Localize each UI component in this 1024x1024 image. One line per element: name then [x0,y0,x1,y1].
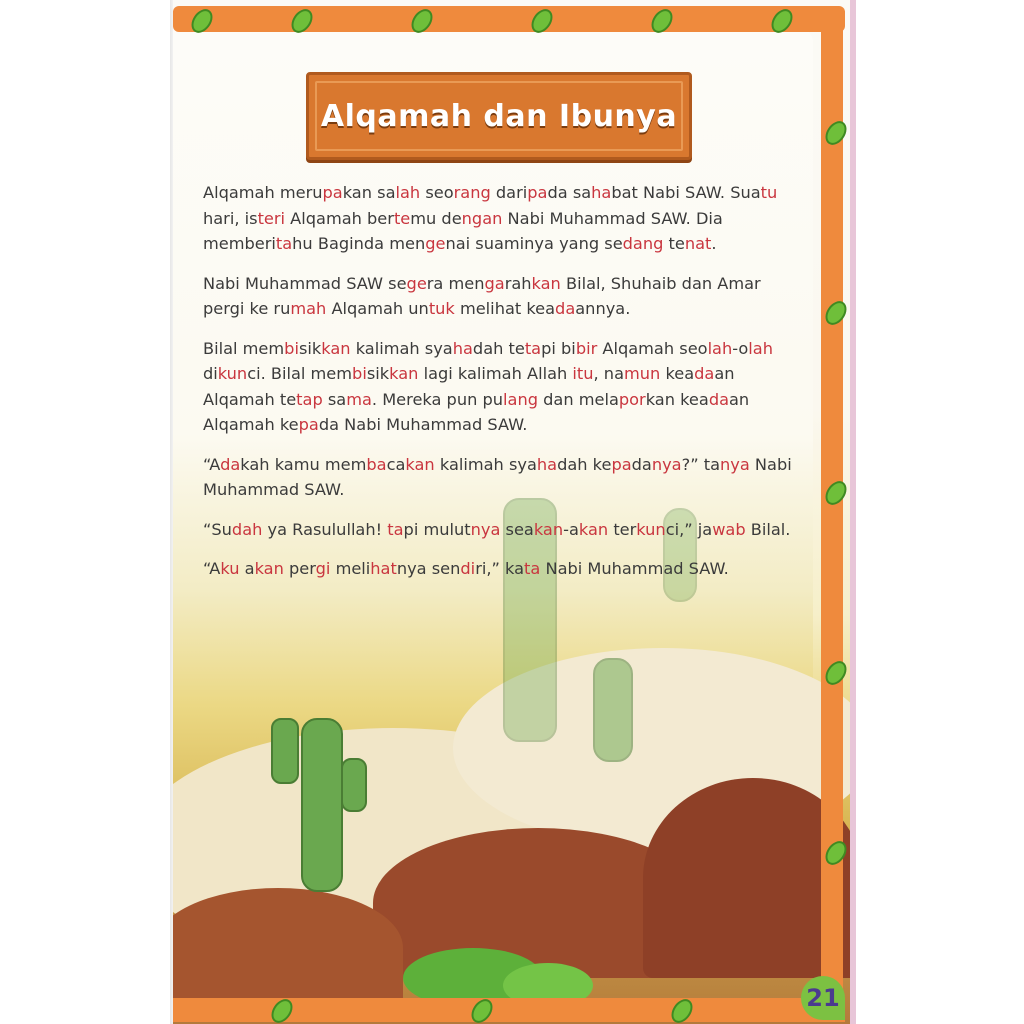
text-segment: -o [732,338,749,358]
text-segment: Alqamah ber [285,208,394,228]
page-title: Alqamah dan Ibunya [320,98,678,134]
text-segment: an [575,299,596,318]
text-segment: meli [330,559,371,578]
highlighted-syllable: bi [352,364,367,383]
story-paragraph [203,271,803,322]
highlighted-syllable: di [460,559,476,578]
highlighted-syllable: da [694,364,715,383]
text-segment: “A [203,559,221,578]
text-segment: lagi kalimah Allah [418,364,573,383]
highlighted-syllable: pa [322,183,343,202]
text-segment: sen [426,559,461,578]
highlighted-syllable: kan [405,454,435,474]
text-segment: hu Baginda men [292,234,426,253]
highlighted-syllable: da [220,454,241,474]
highlighted-syllable: tap [296,389,323,409]
highlighted-syllable: tu [760,183,778,202]
highlighted-syllable: ha [536,454,558,474]
text-segment: nai suami [445,234,525,253]
highlighted-syllable: nya [470,519,501,539]
text-segment: ra men [426,273,485,293]
text-segment: pi bi [541,338,576,358]
text-segment: Bilal. [745,519,791,539]
red-rock-left [173,888,403,1008]
highlighted-syllable: lah [395,183,421,202]
text-segment: mu de [410,208,462,228]
story-paragraph [203,180,803,257]
cactus-arm [271,718,299,784]
highlighted-syllable: ta [275,234,293,253]
text-segment: ci. Bilal mem [247,364,353,383]
highlighted-syllable: kun [217,364,248,383]
text-segment: di [203,364,218,383]
text-segment: sa [322,389,347,409]
text-segment: an Alqamah ke [203,389,750,434]
storybook-page [173,0,853,1024]
text-segment: Nabi Muhammad SAW. [540,559,729,578]
text-segment: dah te [472,338,525,358]
highlighted-syllable: kan [533,519,564,539]
text-segment: ca [386,454,406,474]
text-segment: Bilal, Shuhaib dan Amar pergi ke ru [203,273,761,318]
highlighted-syllable: mah [290,299,327,318]
text-segment: rah [504,273,532,293]
text-segment: Nabi Muhammad SAW se [203,273,407,293]
highlighted-syllable: kan [321,338,351,358]
text-segment: sea [500,519,534,539]
highlighted-syllable: dah [231,519,263,539]
text-segment: da [547,183,568,202]
highlighted-syllable: dang [622,234,664,253]
highlighted-syllable: kan [389,364,419,383]
highlighted-syllable: ba [366,454,387,474]
text-segment: ya Rasulullah! [262,519,388,539]
text-segment: sik [366,364,390,383]
text-segment: kah kamu mem [240,454,367,474]
text-segment: nya [396,559,427,578]
highlighted-syllable: lang [503,389,538,409]
title-signboard [306,72,692,160]
text-segment: da Nabi Muhammad SAW. [318,415,528,434]
highlighted-syllable: kan [578,519,609,539]
highlighted-syllable: nya [720,454,750,474]
page-number: 21 [801,976,845,1020]
highlighted-syllable: pa [611,454,632,474]
text-segment: kan kea [645,389,709,409]
text-segment: dan mela [537,389,619,409]
highlighted-syllable: tuk [428,299,455,318]
highlighted-syllable: da [555,299,576,318]
page-edge [850,0,856,1024]
cactus-faded [593,658,633,762]
highlighted-syllable: pa [298,415,319,434]
highlighted-syllable: kun [636,519,666,539]
story-paragraph [203,517,803,543]
highlighted-syllable: da [708,389,730,409]
text-segment: Alqamah un [326,299,429,318]
story-paragraph [203,336,803,438]
text-segment: ?” ta [681,454,720,474]
highlighted-syllable: lah [748,338,773,358]
text-segment: Alqamah seo [597,338,708,358]
text-segment: hat kea [494,299,556,318]
text-segment: ci,” ja [665,519,713,539]
highlighted-syllable: ha [591,183,612,202]
highlighted-syllable: mun [624,364,661,383]
highlighted-syllable: por [618,389,646,409]
text-segment: Alqamah meru [203,183,323,202]
text-segment: “Su [203,519,232,539]
text-segment: da [631,454,652,474]
text-segment: sik [298,338,322,358]
highlighted-syllable: bir [575,338,598,358]
text-segment: ri,” ka [475,559,525,578]
text-segment: nya yang se [524,234,623,253]
highlighted-syllable: wab [712,519,746,539]
text-segment: Bilal mem [203,338,285,358]
highlighted-syllable: kan [254,559,284,578]
highlighted-syllable: nya [651,454,682,474]
highlighted-syllable: ge [425,234,446,253]
highlighted-syllable: ta [524,338,542,358]
text-segment: -a [563,519,579,539]
text-segment: Nabi Muhammad SAW. [203,454,792,499]
text-segment: “A [203,454,221,474]
highlighted-syllable: ku [220,559,240,578]
highlighted-syllable: pa [527,183,548,202]
highlighted-syllable: hat [370,559,397,578]
highlighted-syllable: itu [572,364,594,383]
highlighted-syllable: kan [531,273,561,293]
text-segment: sa [567,183,592,202]
text-segment: per [283,559,316,578]
highlighted-syllable: ha [452,338,473,358]
text-segment: kalimah sya [350,338,453,358]
text-segment: seo [420,183,454,202]
text-segment: ter [608,519,637,539]
highlighted-syllable: gi [315,559,331,578]
highlighted-syllable: nat [684,234,712,253]
text-segment: te [663,234,685,253]
text-segment: dari [490,183,528,202]
highlighted-syllable: rang [453,183,491,202]
highlighted-syllable: teri [257,208,286,228]
text-segment: dah ke [557,454,612,474]
highlighted-syllable: bi [284,338,299,358]
text-segment: Nabi Muhammad SAW. Dia memberi [203,208,723,253]
text-segment: a [239,559,255,578]
highlighted-syllable: ma [346,389,372,409]
highlighted-syllable: ta [524,559,541,578]
text-segment: bat Nabi SAW. Sua [611,183,761,202]
text-segment: hari, is [203,208,258,228]
story-text [203,180,803,596]
highlighted-syllable: ge [406,273,427,293]
highlighted-syllable: ngan [461,208,503,228]
vine-frame-top [173,6,845,32]
text-segment: meli [454,299,495,318]
highlighted-syllable: te [393,208,411,228]
highlighted-syllable: ga [484,273,505,293]
highlighted-syllable: lah [707,338,733,358]
text-segment: , na [593,364,624,383]
text-segment: kalimah sya [434,454,537,474]
story-paragraph [203,452,803,503]
highlighted-syllable: ta [387,519,404,539]
text-segment: kan sa [342,183,396,202]
text-segment: nya. [595,299,631,318]
cactus-arm [341,758,367,812]
text-segment: an Alqamah te [203,364,735,409]
story-paragraph [203,556,803,582]
text-segment: kea [660,364,695,383]
text-segment: . [711,234,717,253]
text-segment: pi mulut [403,519,471,539]
text-segment: . Mereka pun pu [371,389,504,409]
cactus [301,718,343,892]
